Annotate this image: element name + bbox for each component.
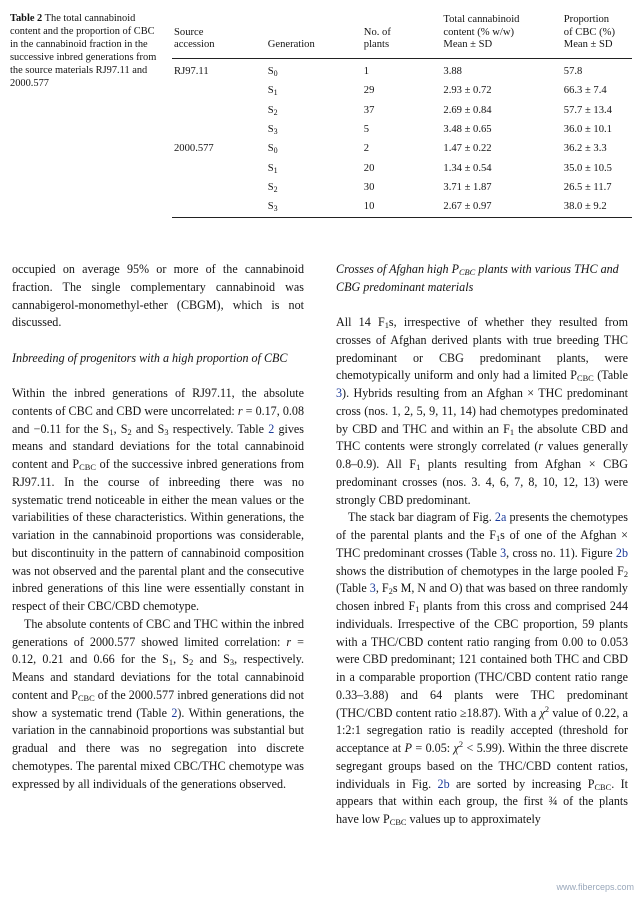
cell-plants: 5: [363, 124, 370, 136]
header-accession: Source accession: [174, 26, 215, 51]
cell-proportion: 36.0 ± 10.1: [563, 124, 612, 136]
cell-generation: $S_0$: [267, 143, 278, 156]
right-paragraph-2: The stack bar diagram of Fig. 2a presents the chemotypes of the parental plants and the $F_1s$ of one of the Afghan × THC predominant crosses (Table 3, cross no. 11). Figure 2b shows the distribution of chemotypes in the large pooled $F_2$ (Table 3, $F_2s$ M, N and O) that was based on three randomly chosen inbred $F_1$ plants from this cross and comprised 244 individuals. Irrespective of the CBC proportion, 59 plants with a THC/CBD content ratio ranging from 0.00 to 0.053 were CBD predominant; 121 contained both THC and CBD in a comparable proportion (THC/CBD content ratio range 0.33–3.88) and 64 plants were THC predominant (THC/CBD content ratio ≥18.87). With a $\chi^2$ value of 0.22, a 1:2:1 segregation ratio is readily accepted (threshold for acceptance at P = 0.05: $\chi^2 < 5.99$). Within the three discrete segregant groups based on the THC/CBD content ratios, individuals in Fig. 2b are sorted by increasing $P_{CBC}$. It appears that within each group, the first ¾ of the plants have low $P_{CBC}$ values up to approximately: [336, 510, 629, 828]
cell-plants: 10: [363, 201, 375, 213]
cell-accession: [172, 179, 266, 198]
cell-accession: [172, 101, 266, 120]
table-row: [172, 140, 632, 159]
section-heading-crosses: Crosses of Afghan high $P_{CBC}$ plants with various THC and CBG predominant materials: [336, 262, 619, 294]
cell-generation: $S_1$: [267, 85, 278, 98]
cell-total: 2.67 ± 0.97: [443, 201, 492, 213]
left-paragraph-2: Within the inbred generations of RJ97.11, the absolute contents of CBC and CBD were uncorrelated: r = 0.17, 0.08 and −0.11 for the $S_1$, $S_2$ and $S_3$ respectively. Table 2 gives means and standard deviations for the total cannabinoid content and $P_{CBC}$ of the successive inbred generations from RJ97.11. In the course of inbreeding there was no systematic trend noticeable in either the mean values or the variabilities of these characteristics. Within generations, the variation in the cannabinoid proportions was considerable, but discontinuity in the pattern of cannabinoid composition was not observed and the parental plant and the consecutive inbred generations of this line were essentially constant in respect of their CBC/CBD chemotype.: [12, 386, 305, 614]
cell-accession: [172, 198, 266, 218]
table-2-link[interactable]: 2: [171, 705, 178, 720]
left-column: [12, 261, 304, 793]
cell-total: 1.47 ± 0.22: [443, 143, 492, 155]
cell-plants: 29: [363, 85, 375, 97]
data-table: [172, 14, 632, 218]
cell-proportion: 38.0 ± 9.2: [563, 201, 607, 213]
table-body: [172, 58, 632, 217]
table-3-link[interactable]: 3: [369, 581, 376, 596]
table-row: [172, 179, 632, 198]
header-plants: No. of plants: [363, 26, 391, 51]
table-caption: [10, 12, 160, 91]
cell-generation: $S_2$: [267, 104, 278, 117]
table-2-link[interactable]: 2: [268, 421, 275, 436]
table-3-link[interactable]: 3: [336, 386, 343, 401]
cell-plants: 20: [363, 162, 375, 174]
table-row: [172, 159, 632, 178]
cell-total: 2.69 ± 0.84: [443, 104, 492, 116]
cell-total: 3.48 ± 0.65: [443, 124, 492, 136]
cell-total: 2.93 ± 0.72: [443, 85, 492, 97]
cell-generation: $S_2$: [267, 181, 278, 194]
cell-plants: 2: [363, 143, 370, 155]
cell-total: 3.88: [443, 66, 462, 78]
cell-accession: [172, 121, 266, 140]
figure-2b-link[interactable]: 2b: [615, 545, 628, 560]
cell-generation: $S_3$: [267, 201, 278, 214]
cell-proportion: 36.2 ± 3.3: [563, 143, 607, 155]
cell-proportion: 57.8: [563, 66, 583, 78]
table-row: [172, 82, 632, 101]
cell-total: 3.71 ± 1.87: [443, 181, 492, 193]
cell-plants: 1: [363, 66, 370, 78]
header-total: Total cannabinoid content (% w/w) Mean ± SD: [443, 14, 520, 51]
cell-accession: RJ97.11: [174, 66, 209, 78]
cell-plants: 30: [363, 181, 375, 193]
table-row: [172, 198, 632, 218]
caption-text: The total cannabinoid content and the proportion of CBC in the cannabinoid fraction in the successive inbred generations from the source materials RJ97.11 and 2000.577: [10, 13, 157, 90]
cell-proportion: 35.0 ± 10.5: [563, 162, 612, 174]
cell-total: 1.34 ± 0.54: [443, 162, 492, 174]
cell-generation: $S_0$: [267, 66, 278, 79]
cell-proportion: 57.7 ± 13.4: [563, 104, 612, 116]
header-proportion: Proportion of CBC (%) Mean ± SD: [563, 14, 615, 51]
cell-accession: [172, 82, 266, 101]
table-3-link[interactable]: 3: [500, 545, 507, 560]
table-header-row: [172, 14, 632, 58]
cell-generation: $S_3$: [267, 124, 278, 137]
left-paragraph-3: The absolute contents of CBC and THC within the inbred generations of 2000.577 showed limited correlation: r = 0.12, 0.21 and 0.66 for the $S_1$, $S_2$ and $S_3$, respectively. Means and standard deviations for the total cannabinoid content and $P_{CBC}$ of the 2000.577 inbred generations did not show a systematic trend (Table 2). Within generations, the variation in the cannabinoid proportions was substantial but gradual and there was no segregation into discrete chemotypes. The parental mixed CBC/THC chemotype was expressed by all individuals of the generations observed.: [12, 616, 305, 791]
caption-label: Table 2: [10, 13, 43, 24]
left-paragraph-1: occupied on average 95% or more of the cannabinoid fraction. The single complementary cannabinoid was cannabigerol-monomethyl-ether (CBGM), which is not discussed.: [12, 262, 304, 330]
cell-accession: 2000.577: [174, 143, 214, 155]
cell-plants: 37: [363, 104, 375, 116]
right-column: [336, 261, 628, 829]
figure-2a-link[interactable]: 2a: [494, 510, 507, 525]
figure-2b-link[interactable]: 2b: [437, 776, 450, 791]
right-paragraph-1: All 14 $F_1s$, irrespective of whether they resulted from crosses of Afghan derived plants with true breeding THC predominant or CBG predominant plants, were chemotypically uniform and only had a limited $P_{CBC}$ (Table 3). Hybrids resulting from an Afghan × THC predominant cross (nos. 1, 2, 5, 9, 11, 14) had chemotypes predominated by CBD and THC and within an $F_1$ the absolute CBD and THC contents were strongly correlated (r values generally 0.8–0.9). All $F_1$ plants resulting from Afghan × CBG predominant crosses (nos. 3. 4, 6, 7, 8, 10, 12, 13) were strongly CBD predominant.: [336, 315, 628, 507]
table-row: [172, 121, 632, 140]
table-row: [172, 58, 632, 82]
cell-generation: $S_1$: [267, 162, 278, 175]
cell-proportion: 26.5 ± 11.7: [563, 181, 612, 193]
cell-proportion: 66.3 ± 7.4: [563, 85, 607, 97]
table-row: [172, 101, 632, 120]
cell-accession: [172, 159, 266, 178]
watermark: www.fiberceps.com: [556, 882, 634, 892]
header-generation: Generation: [267, 39, 315, 51]
section-heading-inbreeding: Inbreeding of progenitors with a high proportion of CBC: [12, 350, 288, 365]
